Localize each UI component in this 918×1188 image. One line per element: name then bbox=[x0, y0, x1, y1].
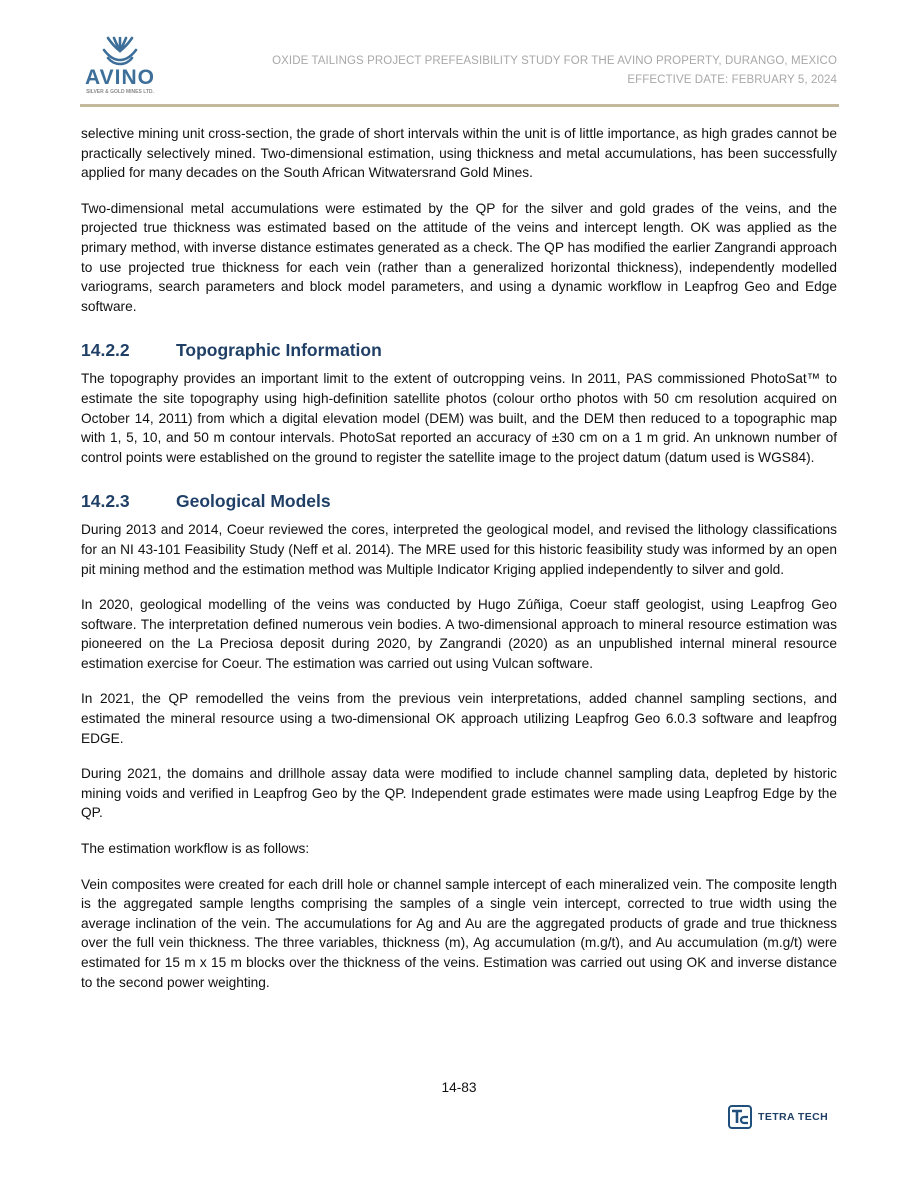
section-title: Topographic Information bbox=[176, 340, 382, 361]
avino-logo bbox=[82, 36, 158, 98]
tetra-tech-icon bbox=[728, 1105, 752, 1129]
header-divider bbox=[80, 104, 839, 107]
paragraph: In 2020, geological modelling of the veins was conducted by Hugo Zúñiga, Coeur staff geologist, using Leapfrog Geo software. The interpretation defined numerous vein bodies. A two-dimensional approach to mineral resource estimation was pioneered on the La Preciosa deposit during 2020, by Zangrandi (2020) as an unpublished internal mineral resource estimation exercise for Coeur. The estimation was carried out using Vulcan software. bbox=[81, 597, 837, 671]
section-number: 14.2.3 bbox=[81, 491, 130, 512]
tetra-tech-logo bbox=[728, 1104, 828, 1130]
paragraph: selective mining unit cross-section, the grade of short intervals within the unit is of little importance, as high grades cannot be practically selectively mined. Two-dimensional estimation, using thickness and metal accumulations, has been successfully applied for many decades on the South African Witwatersrand Gold Mines. bbox=[81, 126, 837, 181]
section-number: 14.2.2 bbox=[81, 340, 130, 361]
document-body bbox=[81, 124, 837, 1008]
header-title: OXIDE TAILINGS PROJECT PREFEASIBILITY STUDY FOR THE AVINO PROPERTY, DURANGO, MEXICO bbox=[272, 55, 837, 67]
paragraph: The topography provides an important limit to the extent of outcropping veins. In 2011, PAS commissioned PhotoSat™ to estimate the site topography using high-definition satellite photos (colour ortho photos with 50 cm resolution acquired on October 14, 2011) from which a digital elevation model (DEM) was built, and the DEM then reduced to a topographic map with 1, 5, 10, and 50 m contour intervals. PhotoSat reported an accuracy of ±30 cm on a 1 m grid. An unknown number of control points were established on the ground to register the satellite image to the project datum (datum used is WGS84). bbox=[81, 371, 837, 465]
tetra-tech-name: TETRA TECH bbox=[758, 1111, 829, 1123]
document-header bbox=[272, 52, 837, 90]
paragraph: Vein composites were created for each drill hole or channel sample intercept of each mineralized vein. The composite length is the aggregated sample lengths comprising the samples of a single vein intercept, corrected to true width using the average inclination of the vein. The accumulations for Ag and Au are the aggregated products of grade and true thickness over the full vein thickness. The three variables, thickness (m), Ag accumulation (m.g/t), and Au accumulation (m.g/t) were estimated for 15 m x 15 m blocks over the thickness of the veins. Estimation was carried out using OK and inverse distance to the second power weighting. bbox=[81, 876, 837, 990]
section-heading-topographic bbox=[81, 340, 837, 361]
paragraph: During 2013 and 2014, Coeur reviewed the cores, interpreted the geological model, and revised the lithology classifications for an NI 43-101 Feasibility Study (Neff et al. 2014). The MRE used for this historic feasibility study was informed by an open pit mining method and the estimation method was Multiple Indicator Kriging applied independently to silver and gold. bbox=[81, 522, 837, 577]
paragraph: In 2021, the QP remodelled the veins from the previous vein interpretations, added channel sampling sections, and estimated the mineral resource using a two-dimensional OK approach utilizing Leapfrog Geo 6.0.3 software and leapfrog EDGE. bbox=[81, 691, 837, 746]
paragraph: Two-dimensional metal accumulations were estimated by the QP for the silver and gold grades of the veins, and the projected true thickness was estimated based on the attitude of the veins and intercept length. OK was applied as the primary method, with inverse distance estimates generated as a check. The QP has modified the earlier Zangrandi approach to use projected true thickness for each vein (rather than a generalized horizontal thickness), independently modelled variograms, search parameters and block model parameters, and using a dynamic workflow in Leapfrog Geo and Edge software. bbox=[81, 200, 837, 314]
avino-logo-icon bbox=[82, 36, 158, 68]
section-title: Geological Models bbox=[176, 491, 331, 512]
avino-logo-text: AVINO bbox=[85, 66, 155, 89]
paragraph: The estimation workflow is as follows: bbox=[81, 841, 310, 857]
section-heading-geological bbox=[81, 491, 837, 512]
avino-logo-tagline: SILVER & GOLD MINES LTD. bbox=[86, 89, 154, 95]
page-number: 14-83 bbox=[441, 1080, 477, 1095]
header-effective-date: EFFECTIVE DATE: FEBRUARY 5, 2024 bbox=[627, 74, 837, 86]
paragraph: During 2021, the domains and drillhole assay data were modified to include channel sampling data, depleted by historic mining voids and verified in Leapfrog Geo by the QP. Independent grade estimates were made using Leapfrog Edge by the QP. bbox=[81, 766, 837, 821]
